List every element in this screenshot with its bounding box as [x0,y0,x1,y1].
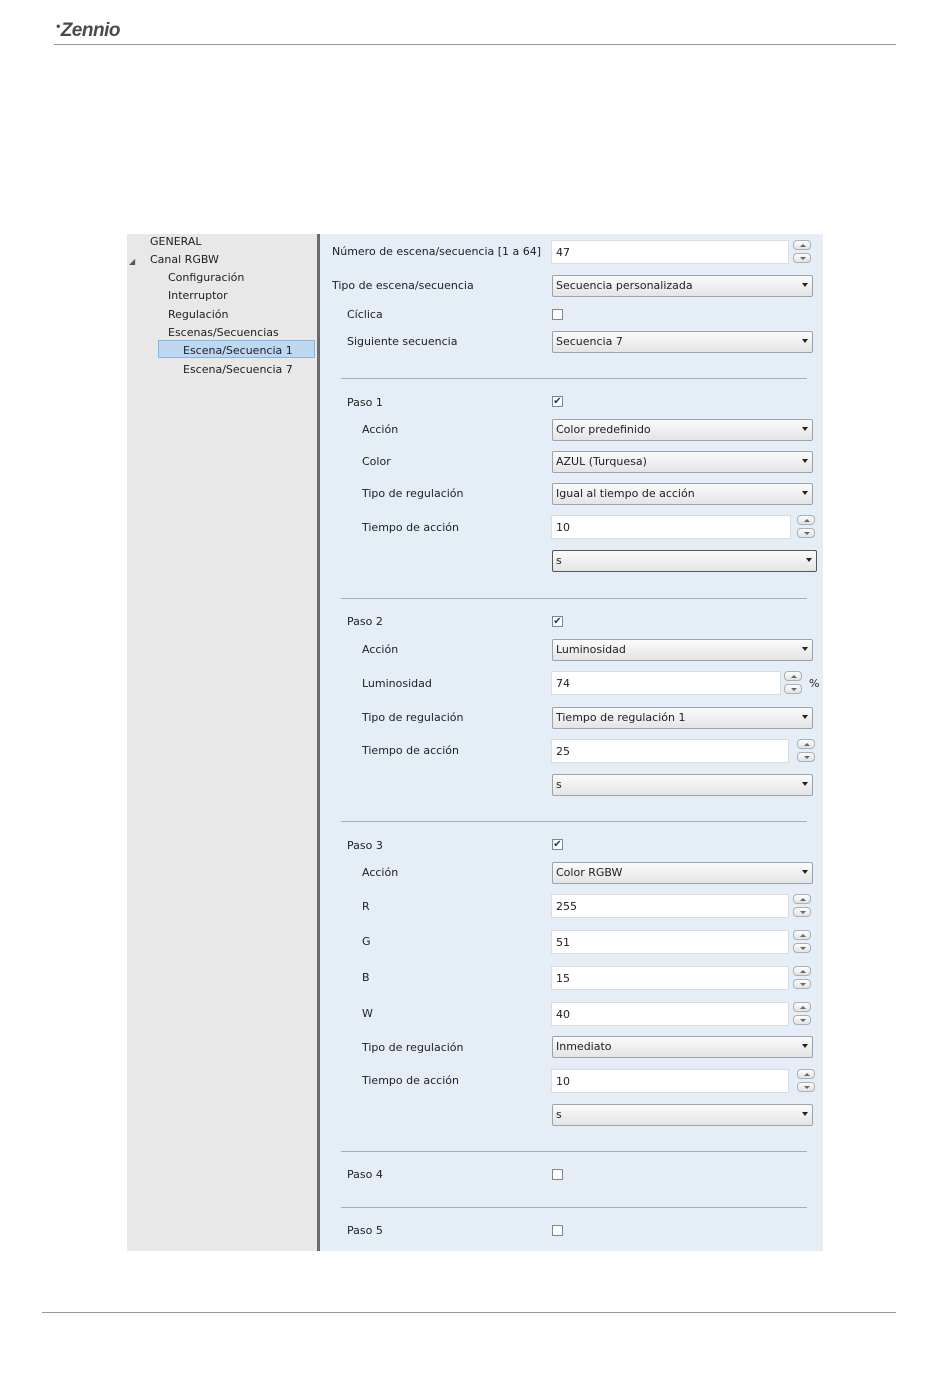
section-divider [341,821,807,822]
percent-unit: % [809,677,820,690]
spin-down-icon[interactable] [797,1082,815,1092]
paso3-tipo-reg-label: Tipo de regulación [362,1041,464,1054]
spin-down-icon[interactable] [793,253,811,263]
ciclica-checkbox[interactable] [552,309,563,320]
spin-up-icon[interactable] [793,240,811,250]
paso4-label: Paso 4 [347,1168,383,1181]
paso2-tipo-reg-value: Tiempo de regulación 1 [556,711,686,724]
spin-down-icon[interactable] [797,528,815,538]
paso2-lum-spinner[interactable] [784,671,802,695]
paso3-g-spinner[interactable] [793,930,811,954]
chevron-down-icon [802,491,808,495]
spin-up-icon[interactable] [793,1002,811,1012]
chevron-down-icon [802,283,808,287]
paso5-checkbox[interactable] [552,1225,563,1236]
paso1-color-label: Color [362,455,391,468]
tipo-label: Tipo de escena/secuencia [332,279,474,292]
paso3-b-input[interactable] [551,966,789,990]
paso2-lum-value: 74 [556,677,570,690]
paso2-checkbox[interactable]: ✔ [553,616,562,627]
spin-up-icon[interactable] [793,966,811,976]
paso2-unit-value: s [556,778,562,791]
paso1-tiempo-input[interactable] [551,515,791,539]
paso2-tipo-reg-select[interactable] [552,707,813,729]
footer-rule [42,1312,896,1313]
tree-item-escena-secuencia-7[interactable]: Escena/Secuencia 7 [183,363,293,376]
spin-up-icon[interactable] [793,894,811,904]
logo-text: Zennio [60,20,120,41]
ciclica-label: Cíclica [347,308,383,321]
paso3-g-label: G [362,935,371,948]
tipo-select[interactable] [552,275,813,297]
section-divider [341,598,807,599]
expand-arrow-icon[interactable]: ◢ [129,257,136,266]
paso2-tiempo-value: 25 [556,745,570,758]
paso1-tipo-reg-label: Tipo de regulación [362,487,464,500]
spin-down-icon[interactable] [793,907,811,917]
chevron-down-icon [802,1112,808,1116]
paso1-tipo-reg-value: Igual al tiempo de acción [556,487,695,500]
spin-up-icon[interactable] [797,515,815,525]
paso1-accion-select[interactable] [552,419,813,441]
chevron-down-icon [802,427,808,431]
chevron-down-icon [802,339,808,343]
paso1-accion-value: Color predefinido [556,423,651,436]
chevron-down-icon [802,782,808,786]
tree-item-escena-secuencia-1[interactable]: Escena/Secuencia 1 [183,344,293,357]
tree-item-general[interactable]: GENERAL [150,235,202,248]
chevron-down-icon [802,870,808,874]
paso2-lum-input[interactable] [551,671,781,695]
parameter-tree [127,234,317,1251]
paso4-checkbox[interactable] [552,1169,563,1180]
spin-down-icon[interactable] [797,752,815,762]
chevron-down-icon [802,715,808,719]
paso3-r-value: 255 [556,900,577,913]
section-divider [341,1151,807,1152]
paso3-b-value: 15 [556,972,570,985]
numero-label: Número de escena/secuencia [1 a 64] [332,245,542,258]
header-rule [54,44,896,45]
paso2-accion-label: Acción [362,643,399,656]
paso2-tiempo-spinner[interactable] [797,739,815,763]
spin-down-icon[interactable] [793,1015,811,1025]
paso3-unit-value: s [556,1108,562,1121]
paso3-tipo-reg-select[interactable] [552,1036,813,1058]
paso3-tiempo-label: Tiempo de acción [362,1074,459,1087]
paso3-b-label: B [362,971,370,984]
logo-dot: • [56,19,60,33]
paso2-tipo-reg-label: Tipo de regulación [362,711,464,724]
paso3-w-value: 40 [556,1008,570,1021]
paso3-tiempo-spinner[interactable] [797,1069,815,1093]
paso1-checkbox[interactable]: ✔ [553,396,562,407]
chevron-down-icon [802,647,808,651]
numero-input[interactable] [551,240,789,264]
chevron-down-icon [802,1044,808,1048]
paso2-accion-value: Luminosidad [556,643,626,656]
paso1-unit-value: s [556,554,562,567]
paso3-r-spinner[interactable] [793,894,811,918]
paso2-accion-select[interactable] [552,639,813,661]
paso2-unit-select[interactable] [552,774,813,796]
paso3-r-label: R [362,900,370,913]
paso1-unit-select[interactable] [552,550,817,572]
paso3-w-spinner[interactable] [793,1002,811,1026]
chevron-down-icon [802,459,808,463]
tree-item-escenas-secuencias[interactable]: Escenas/Secuencias [168,326,279,339]
paso3-w-label: W [362,1007,373,1020]
paso2-tiempo-input[interactable] [551,739,789,763]
numero-value: 47 [556,246,570,259]
paso3-g-input[interactable] [551,930,789,954]
tree-item-regulacion[interactable]: Regulación [168,308,229,321]
paso3-unit-select[interactable] [552,1104,813,1126]
paso2-tiempo-label: Tiempo de acción [362,744,459,757]
siguiente-label: Siguiente secuencia [347,335,458,348]
siguiente-select[interactable] [552,331,813,353]
paso1-tipo-reg-select[interactable] [552,483,813,505]
spin-up-icon[interactable] [793,930,811,940]
paso2-label: Paso 2 [347,615,383,628]
spin-down-icon[interactable] [793,979,811,989]
section-divider [341,1207,807,1208]
paso3-g-value: 51 [556,936,570,949]
paso3-label: Paso 3 [347,839,383,852]
spin-down-icon[interactable] [784,684,802,694]
spin-up-icon[interactable] [797,1069,815,1079]
paso3-accion-value: Color RGBW [556,866,623,879]
section-divider [341,378,807,379]
spin-up-icon[interactable] [784,671,802,681]
paso1-tiempo-spinner[interactable] [797,515,815,539]
paso1-tiempo-label: Tiempo de acción [362,521,459,534]
paso3-accion-select[interactable] [552,862,813,884]
tree-item-configuracion[interactable]: Configuración [168,271,245,284]
paso1-color-value: AZUL (Turquesa) [556,455,647,468]
paso3-w-input[interactable] [551,1002,789,1026]
paso3-tipo-reg-value: Inmediato [556,1040,612,1053]
spin-up-icon[interactable] [797,739,815,749]
tree-item-interruptor[interactable]: Interruptor [168,289,228,302]
paso3-tiempo-input[interactable] [551,1069,789,1093]
paso3-checkbox[interactable]: ✔ [553,839,562,850]
paso5-label: Paso 5 [347,1224,383,1237]
tipo-value: Secuencia personalizada [556,279,693,292]
paso1-color-select[interactable] [552,451,813,473]
paso1-tiempo-value: 10 [556,521,570,534]
paso1-label: Paso 1 [347,396,383,409]
paso3-tiempo-value: 10 [556,1075,570,1088]
zennio-logo [56,20,120,42]
tree-item-canal-rgbw[interactable]: Canal RGBW [150,253,219,266]
spin-down-icon[interactable] [793,943,811,953]
paso3-r-input[interactable] [551,894,789,918]
paso3-accion-label: Acción [362,866,399,879]
paso1-accion-label: Acción [362,423,399,436]
paso2-lum-label: Luminosidad [362,677,432,690]
paso3-b-spinner[interactable] [793,966,811,990]
numero-spinner[interactable] [793,240,811,264]
chevron-down-icon [806,558,812,562]
siguiente-value: Secuencia 7 [556,335,623,348]
